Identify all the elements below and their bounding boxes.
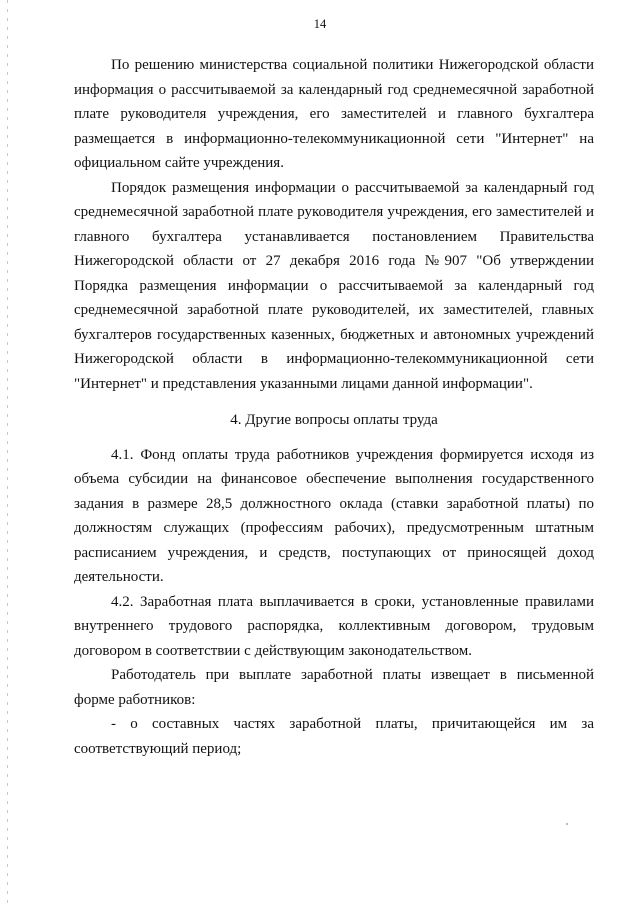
paragraph-4-1-payroll-fund: 4.1. Фонд оплаты труда работников учреждения формируется исходя из объема субсидии на финансовое обеспечение выполнения государственного задания в размере 28,5 должностного оклада (ставки заработной платы) по должностям служащих (профессиям рабочих), предусмотренным штатным расписанием учреждения, и средств, поступающих от приносящей доход деятельности. bbox=[74, 446, 594, 585]
list-item-salary-components: - о составных частях заработной платы, причитающейся им за соответствующий период; bbox=[74, 716, 594, 757]
paragraph-4-2-payment-terms: 4.2. Заработная плата выплачивается в сроки, установленные правилами внутреннего трудового распорядка, коллективным договором, трудовым договором в соответствии с действующим законодательством. bbox=[74, 593, 594, 659]
document-body bbox=[74, 53, 594, 761]
paragraph-publication-decision: По решению министерства социальной политики Нижегородской области информация о рассчитываемой за календарный год среднемесячной заработной плате руководителя учреждения, его заместителей и главного бухгалтера размещается в информационно-телекоммуникационной сети "Интернет" на официальном сайте учреждения. bbox=[74, 57, 594, 171]
paragraph-employer-notice: Работодатель при выплате заработной платы извещает в письменной форме работников: bbox=[74, 667, 594, 708]
section-heading: 4. Другие вопросы оплаты труда bbox=[230, 412, 438, 428]
scan-edge-artifact bbox=[7, 0, 8, 905]
paragraph-publication-procedure: Порядок размещения информации о рассчитываемой за календарный год среднемесячной заработной плате руководителя учреждения, его заместителей и главного бухгалтера устанавливается постановлением Правительства Нижегородской области от 27 декабря 2016 года №907 "Об утверждении Порядка размещения информации о рассчитываемой за календарный год среднемесячной заработной плате руководителей, их заместителей, главных бухгалтеров государственных казенных, бюджетных и автономных учреждений Нижегородской области в информационно-телекоммуникационной сети "Интернет" и представления указанными лицами данной информации". bbox=[74, 179, 594, 392]
scan-speck bbox=[566, 823, 568, 825]
page-number: 14 bbox=[313, 17, 327, 31]
